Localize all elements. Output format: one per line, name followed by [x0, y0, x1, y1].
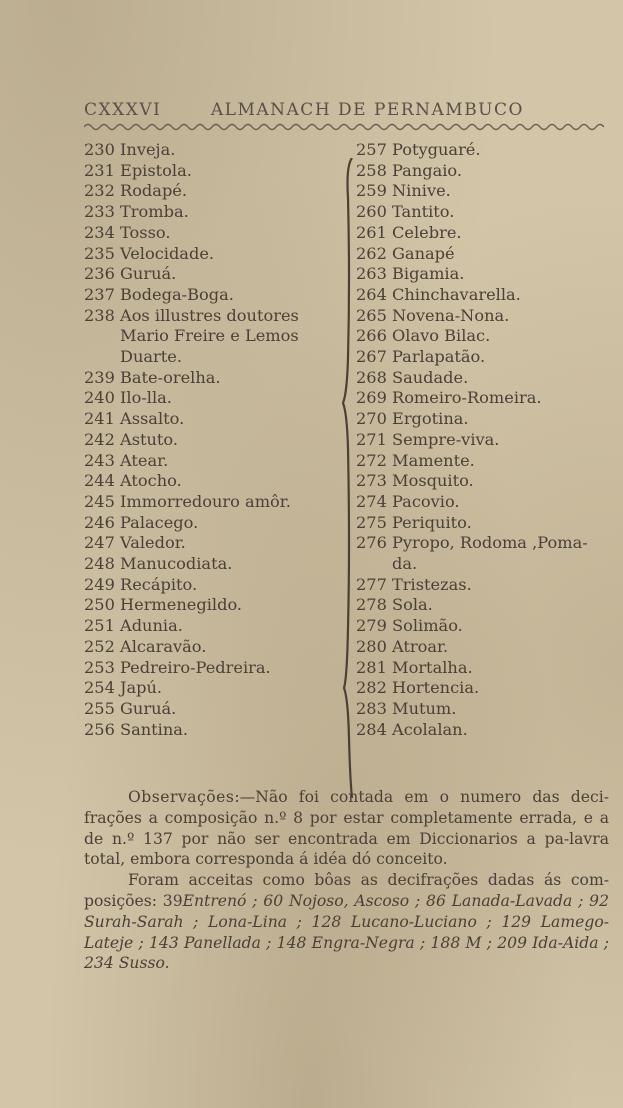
item-text: Tristezas.	[392, 574, 472, 594]
list-item	[356, 202, 614, 223]
list-item	[84, 699, 342, 720]
item-number: 283	[356, 698, 387, 718]
item-number: 261	[356, 222, 387, 242]
list-item	[84, 306, 342, 327]
item-text: Adunia.	[120, 616, 183, 636]
item-number: 266	[356, 326, 387, 346]
item-number: 248	[84, 554, 115, 574]
item-number: 251	[84, 616, 115, 636]
list-item	[356, 637, 614, 658]
list-item	[356, 616, 614, 637]
list-item	[84, 409, 342, 430]
item-text: Potyguaré.	[392, 140, 481, 159]
list-item	[356, 471, 614, 492]
item-text: Sola.	[392, 595, 433, 615]
item-number: 284	[356, 719, 387, 739]
item-number: 281	[356, 657, 387, 677]
item-number: 264	[356, 284, 387, 304]
list-item	[356, 699, 614, 720]
observations-label: Observações	[128, 788, 235, 806]
item-text: Ergotina.	[392, 409, 469, 429]
item-text: Mario Freire e Lemos	[120, 326, 299, 346]
item-text: Sempre-viva.	[392, 429, 500, 449]
list-item	[356, 430, 614, 451]
item-number: 279	[356, 616, 387, 636]
item-number: 271	[356, 429, 387, 449]
list-item	[356, 595, 614, 616]
item-text: Periquito.	[392, 512, 472, 532]
item-number: 265	[356, 305, 387, 325]
item-number: 280	[356, 636, 387, 656]
item-number: 249	[84, 574, 115, 594]
list-item	[84, 637, 342, 658]
item-number: 231	[84, 160, 115, 180]
list-item	[84, 285, 342, 306]
item-number: 267	[356, 347, 387, 367]
list-item	[84, 492, 342, 513]
list-item	[84, 140, 342, 161]
observations-paragraph-2	[84, 870, 609, 974]
item-number: 277	[356, 574, 387, 594]
item-text: Bodega-Boga.	[120, 284, 234, 304]
list-item	[356, 140, 614, 161]
list-item	[356, 720, 614, 741]
item-text: Mutum.	[392, 698, 457, 718]
column-brace	[342, 158, 356, 798]
item-text: Pacovio.	[392, 491, 460, 511]
item-number: 246	[84, 512, 115, 532]
list-item	[84, 347, 342, 368]
item-text: Manucodiata.	[120, 554, 233, 574]
page-number: CXXXVI	[84, 100, 162, 120]
item-number: 233	[84, 202, 115, 222]
item-number: 241	[84, 409, 115, 429]
list-item	[84, 161, 342, 182]
item-number: 245	[84, 491, 115, 511]
item-text: Mosquito.	[392, 471, 474, 491]
item-number: 269	[356, 388, 387, 408]
item-text: Alcaravão.	[120, 636, 207, 656]
item-number: 275	[356, 512, 387, 532]
item-number: 263	[356, 264, 387, 284]
item-number: 274	[356, 491, 387, 511]
list-item	[84, 388, 342, 409]
item-text: Tosso.	[120, 222, 171, 242]
item-text: Chinchavarella.	[392, 284, 521, 304]
list-item	[356, 492, 614, 513]
list-item	[356, 513, 614, 534]
item-number: 273	[356, 471, 387, 491]
item-text: Recápito.	[120, 574, 198, 594]
item-number: 282	[356, 678, 387, 698]
list-item	[84, 513, 342, 534]
item-text: Tromba.	[120, 202, 189, 222]
item-number: 232	[84, 181, 115, 201]
page-header	[84, 100, 604, 120]
list-item	[356, 368, 614, 389]
item-text: Mamente.	[392, 450, 475, 470]
observations-paragraph-1	[84, 787, 609, 870]
list-item	[356, 161, 614, 182]
list-item	[356, 409, 614, 430]
item-text: Ganapé	[392, 243, 455, 263]
list-item	[356, 223, 614, 244]
item-number: 262	[356, 243, 387, 263]
list-item	[84, 223, 342, 244]
item-number: 247	[84, 533, 115, 553]
item-number: 256	[84, 719, 115, 739]
header-wave-rule	[84, 122, 604, 132]
list-item	[356, 678, 614, 699]
item-text: Duarte.	[120, 347, 183, 367]
item-number: 278	[356, 595, 387, 615]
item-number: 243	[84, 450, 115, 470]
item-number: 230	[84, 140, 115, 159]
item-number: 239	[84, 367, 115, 387]
item-number: 244	[84, 471, 115, 491]
page-title: ALMANACH DE PERNAMBUCO	[210, 100, 524, 120]
list-item	[84, 368, 342, 389]
list-item	[84, 244, 342, 265]
list-item	[356, 285, 614, 306]
list-item	[356, 181, 614, 202]
item-number: 253	[84, 657, 115, 677]
item-number: 235	[84, 243, 115, 263]
item-text: Atear.	[120, 450, 169, 470]
list-item	[356, 347, 614, 368]
list-item	[84, 720, 342, 741]
item-number: 268	[356, 367, 387, 387]
list-item	[84, 471, 342, 492]
item-text: Saudade.	[392, 367, 469, 387]
item-text: Ninive.	[392, 181, 451, 201]
item-text: Pyropo, Rodoma ,Poma-	[392, 533, 588, 553]
item-number: 237	[84, 284, 115, 304]
item-text: Santina.	[120, 719, 189, 739]
item-number: 257	[356, 140, 387, 159]
list-item	[84, 554, 342, 575]
observations-list-2: Entrenó ; 60 Nojoso, Ascoso ; 86 Lanada-Lavada ; 92 Surah-Sarah ; Lona-Lina ; 128 Lucano-Luciano ; 129 Lamego-Lateje ; 143 Panellada ; 148 Engra-Negra ; 188 M ; 209 Ida-Aida ; 234 Susso.	[84, 891, 609, 973]
list-item	[84, 430, 342, 451]
observations-text-1: :—Não foi contada em o numero das deci-frações a composição n.º 8 por estar completamente errada, e a de n.º 137 por não ser encontrada em Diccionarios a pa-lavra total, embora corresponda á idéa dó conceito.	[84, 788, 609, 869]
item-number: 254	[84, 678, 115, 698]
item-text: Palacego.	[120, 512, 199, 532]
list-item	[84, 595, 342, 616]
list-item	[84, 181, 342, 202]
item-text: Romeiro-Romeira.	[392, 388, 542, 408]
item-number: 250	[84, 595, 115, 615]
list-item	[84, 326, 342, 347]
item-text: Rodapé.	[120, 181, 188, 201]
list-item	[84, 264, 342, 285]
list-item	[356, 658, 614, 679]
item-text: Pedreiro-Pedreira.	[120, 657, 271, 677]
item-number: 276	[356, 533, 387, 553]
item-number: 236	[84, 264, 115, 284]
list-item	[356, 264, 614, 285]
item-text: Atocho.	[120, 471, 182, 491]
item-text: Tantito.	[392, 202, 455, 222]
list-item	[356, 326, 614, 347]
item-text: Pangaio.	[392, 160, 463, 180]
list-item	[84, 658, 342, 679]
answers-columns	[84, 140, 614, 780]
list-item	[84, 451, 342, 472]
item-text: Velocidade.	[120, 243, 215, 263]
left-column	[84, 140, 342, 740]
item-text: Inveja.	[120, 140, 176, 159]
list-item	[84, 678, 342, 699]
list-item	[356, 554, 614, 575]
item-text: Aos illustres doutores	[120, 305, 299, 325]
list-item	[84, 533, 342, 554]
list-item	[356, 451, 614, 472]
item-text: Atroar.	[392, 636, 449, 656]
item-text: Hortencia.	[392, 678, 480, 698]
item-number: 252	[84, 636, 115, 656]
item-text: Japú.	[120, 678, 163, 698]
list-item	[356, 575, 614, 596]
list-item	[84, 202, 342, 223]
item-number: 258	[356, 160, 387, 180]
list-item	[356, 388, 614, 409]
item-text: Bate-orelha.	[120, 367, 221, 387]
item-text: Hermenegildo.	[120, 595, 243, 615]
item-text: Novena-Nona.	[392, 305, 510, 325]
list-item	[356, 244, 614, 265]
item-text: Celebre.	[392, 222, 462, 242]
item-text: Mortalha.	[392, 657, 473, 677]
item-number: 234	[84, 222, 115, 242]
item-number: 240	[84, 388, 115, 408]
item-number: 272	[356, 450, 387, 470]
item-text: Assalto.	[120, 409, 185, 429]
observations-intro-2: Foram acceitas como bôas as decifrações dadas ás com-posições: 39	[84, 871, 609, 910]
item-text: Guruá.	[120, 698, 177, 718]
item-text: da.	[392, 554, 418, 574]
item-text: Immorredouro amôr.	[120, 491, 291, 511]
item-text: Guruá.	[120, 264, 177, 284]
item-text: Solimão.	[392, 616, 463, 636]
item-text: Bigamia.	[392, 264, 465, 284]
item-text: Ilo-lla.	[120, 388, 172, 408]
observations	[84, 787, 609, 974]
item-text: Acolalan.	[392, 719, 468, 739]
item-number: 260	[356, 202, 387, 222]
list-item	[84, 575, 342, 596]
item-text: Astuto.	[120, 429, 179, 449]
right-column	[356, 140, 614, 740]
item-number: 255	[84, 698, 115, 718]
item-number: 242	[84, 429, 115, 449]
item-text: Parlapatão.	[392, 347, 486, 367]
item-number: 270	[356, 409, 387, 429]
item-number: 238	[84, 305, 115, 325]
list-item	[84, 616, 342, 637]
item-text: Olavo Bilac.	[392, 326, 491, 346]
item-number: 259	[356, 181, 387, 201]
list-item	[356, 306, 614, 327]
list-item	[356, 533, 614, 554]
item-text: Epistola.	[120, 160, 192, 180]
item-text: Valedor.	[120, 533, 186, 553]
